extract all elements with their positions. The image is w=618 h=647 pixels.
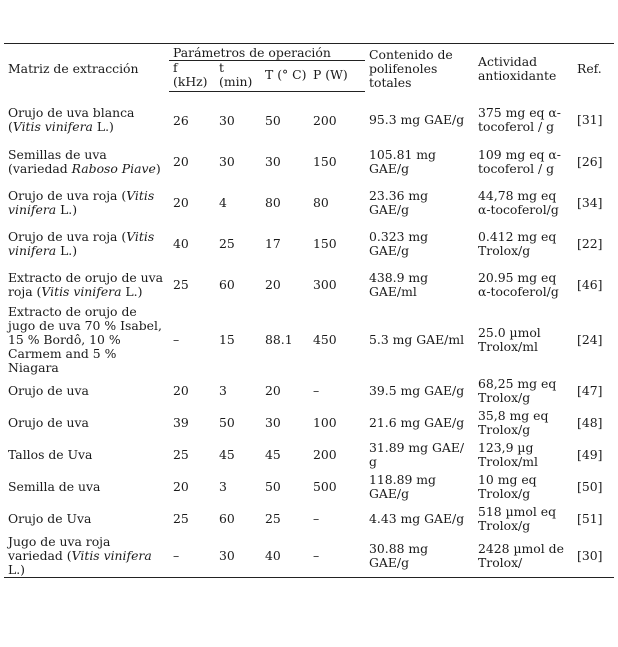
matrix-text: Semilla de uva	[8, 479, 101, 494]
cell-f: 20	[173, 194, 189, 210]
matrix-text: Orujo de Uva	[8, 511, 92, 526]
cell-ref: [24]	[577, 332, 603, 347]
cell-P: 200	[313, 112, 337, 128]
matrix-text: Orujo de uva	[8, 383, 89, 398]
cell-poly: 31.89 mg GAE/ g	[369, 440, 465, 469]
cell-matrix	[4, 264, 169, 305]
cell-T: 20	[265, 276, 281, 292]
header-antioxidant: Actividad antioxidante	[474, 44, 573, 92]
cell-P: –	[309, 535, 365, 578]
cell-matrix	[4, 182, 169, 223]
cell-t: 4	[219, 194, 227, 210]
cell-matrix	[4, 141, 169, 182]
cell-anti: 0.412 mg eq Trolox/g	[478, 228, 557, 258]
cell-matrix	[4, 535, 169, 578]
header-T: T (° C)	[261, 61, 309, 92]
table-row	[4, 471, 614, 503]
cell-anti: 68,25 mg eq Trolox/g	[478, 376, 557, 405]
table-row	[4, 407, 614, 439]
table-row	[4, 223, 614, 264]
cell-P: 200	[313, 447, 337, 462]
matrix-text: Orujo de uva blanca (	[8, 105, 135, 135]
matrix-species: Vitis vinifera	[71, 548, 152, 563]
matrix-text: Jugo de uva roja variedad (	[8, 534, 111, 563]
cell-P: 450	[313, 332, 337, 347]
cell-f: 39	[173, 415, 189, 430]
cell-anti: 25.0 µmol Trolox/ml	[478, 325, 541, 354]
cell-poly: 105.81 mg GAE/g	[369, 146, 436, 176]
cell-f: 20	[173, 153, 189, 169]
cell-anti: 35,8 mg eq Trolox/g	[478, 408, 549, 437]
cell-t: 45	[219, 447, 235, 462]
table-row	[4, 141, 614, 182]
matrix-text: Orujo de uva roja (	[8, 228, 127, 244]
cell-f: 25	[173, 276, 189, 292]
cell-T: 88.1	[265, 332, 293, 347]
table-body	[4, 92, 614, 578]
cell-T: 17	[265, 235, 281, 251]
matrix-species: Vitis vinifera	[41, 283, 122, 299]
cell-poly: 0.323 mg GAE/g	[369, 228, 429, 258]
cell-ref: [26]	[577, 153, 603, 169]
header-matrix: Matriz de extracción	[4, 44, 169, 92]
cell-poly: 23.36 mg GAE/g	[369, 187, 429, 217]
table-row	[4, 264, 614, 305]
cell-f: –	[173, 332, 180, 347]
matrix-text: Orujo de uva	[8, 415, 89, 430]
header-polyphenols: Contenido de polifenoles totales	[365, 44, 474, 92]
cell-P: 500	[313, 479, 337, 494]
cell-matrix	[4, 503, 169, 535]
table-row	[4, 182, 614, 223]
cell-t: 30	[219, 153, 235, 169]
matrix-text: Tallos de Uva	[8, 447, 93, 462]
header-f: f (kHz)	[169, 61, 215, 92]
cell-ref: [22]	[577, 235, 603, 251]
cell-T: 25	[265, 511, 281, 526]
cell-anti: 2428 µmol de Trolox/	[474, 535, 573, 578]
cell-ref: [51]	[577, 511, 603, 526]
cell-ref: [50]	[577, 479, 603, 494]
cell-anti: 109 mg eq α-tocoferol / g	[478, 146, 561, 176]
cell-P: 300	[313, 276, 337, 292]
cell-f: –	[169, 535, 215, 578]
cell-f: 20	[173, 383, 189, 398]
cell-P: –	[313, 511, 320, 526]
cell-t: 25	[219, 235, 235, 251]
cell-T: 30	[265, 415, 281, 430]
cell-t: 15	[219, 332, 235, 347]
cell-f: 40	[173, 235, 189, 251]
matrix-species: Vitis vinifera	[8, 228, 155, 258]
cell-T: 80	[265, 194, 281, 210]
cell-P: 150	[313, 153, 337, 169]
cell-T: 50	[265, 479, 281, 494]
cell-matrix	[4, 407, 169, 439]
extraction-table	[4, 43, 614, 578]
cell-f: 20	[173, 479, 189, 494]
cell-ref: [30]	[573, 535, 614, 578]
cell-P: 100	[313, 415, 337, 430]
cell-P: 150	[313, 235, 337, 251]
cell-poly: 4.43 mg GAE/g	[369, 511, 465, 526]
cell-ref: [34]	[577, 194, 603, 210]
cell-t: 60	[219, 511, 235, 526]
cell-t: 60	[219, 276, 235, 292]
matrix-text-end: L.)	[121, 283, 143, 299]
cell-t: 3	[219, 383, 227, 398]
header-params-group: Parámetros de operación	[169, 44, 365, 61]
table-row	[4, 92, 614, 142]
cell-anti: 123,9 µg Trolox/ml	[478, 440, 538, 469]
matrix-text-end: L.)	[56, 201, 78, 217]
table-row	[4, 375, 614, 407]
cell-ref: [31]	[577, 112, 603, 128]
matrix-text-end: )	[155, 160, 161, 176]
cell-T: 30	[265, 153, 281, 169]
cell-f: 25	[173, 511, 189, 526]
cell-P: 80	[313, 194, 329, 210]
cell-t: 30	[219, 112, 235, 128]
cell-poly: 30.88 mg GAE/g	[365, 535, 474, 578]
cell-matrix	[4, 439, 169, 471]
cell-ref: [48]	[577, 415, 603, 430]
cell-anti: 44,78 mg eq α-tocoferol/g	[478, 187, 559, 217]
matrix-species: Vitis vinifera	[12, 119, 93, 135]
cell-matrix	[4, 471, 169, 503]
cell-ref: [47]	[577, 383, 603, 398]
cell-poly: 5.3 mg GAE/ml	[369, 332, 465, 347]
cell-f: 26	[173, 112, 189, 128]
matrix-text: Orujo de uva roja (	[8, 187, 127, 203]
cell-poly: 118.89 mg GAE/g	[369, 472, 436, 501]
cell-matrix	[4, 92, 169, 142]
matrix-text-end: L.)	[92, 119, 114, 135]
cell-t: 30	[215, 535, 261, 578]
cell-anti: 518 µmol eq Trolox/g	[478, 504, 557, 533]
header-t: t (min)	[215, 61, 261, 92]
cell-T: 40	[261, 535, 309, 578]
cell-poly: 21.6 mg GAE/g	[369, 415, 465, 430]
header-ref: Ref.	[573, 44, 614, 92]
table-row	[4, 535, 614, 578]
table-row	[4, 305, 614, 375]
cell-ref: [46]	[577, 276, 603, 292]
matrix-text: Extracto de orujo de jugo de uva 70 % Isabel, 15 % Bordô, 10 % Carmem and 5 % Niagara	[8, 304, 162, 375]
cell-poly: 39.5 mg GAE/g	[369, 383, 465, 398]
cell-anti: 20.95 mg eq α-tocoferol/g	[478, 269, 559, 299]
header-P: P (W)	[309, 61, 365, 92]
cell-poly: 95.3 mg GAE/g	[369, 112, 465, 128]
matrix-text-end: L.)	[56, 242, 78, 258]
cell-t: 50	[219, 415, 235, 430]
cell-T: 50	[265, 112, 281, 128]
cell-poly: 438.9 mg GAE/ml	[369, 269, 429, 299]
cell-anti: 375 mg eq α-tocoferol / g	[478, 105, 561, 135]
cell-matrix	[4, 223, 169, 264]
table-row	[4, 503, 614, 535]
cell-ref: [49]	[577, 447, 603, 462]
matrix-species: Vitis vinifera	[8, 187, 155, 217]
cell-t: 3	[219, 479, 227, 494]
table-row	[4, 439, 614, 471]
matrix-text-end: L.)	[8, 562, 26, 577]
matrix-text: Semillas de uva (variedad	[8, 146, 107, 176]
matrix-species: Raboso Piave	[71, 160, 156, 176]
cell-T: 20	[265, 383, 281, 398]
cell-anti: 10 mg eq Trolox/g	[478, 472, 537, 501]
cell-f: 25	[173, 447, 189, 462]
matrix-text: Extracto de orujo de uva roja (	[8, 269, 164, 299]
cell-matrix	[4, 375, 169, 407]
cell-matrix	[4, 305, 169, 375]
cell-P: –	[313, 383, 320, 398]
cell-T: 45	[265, 447, 281, 462]
